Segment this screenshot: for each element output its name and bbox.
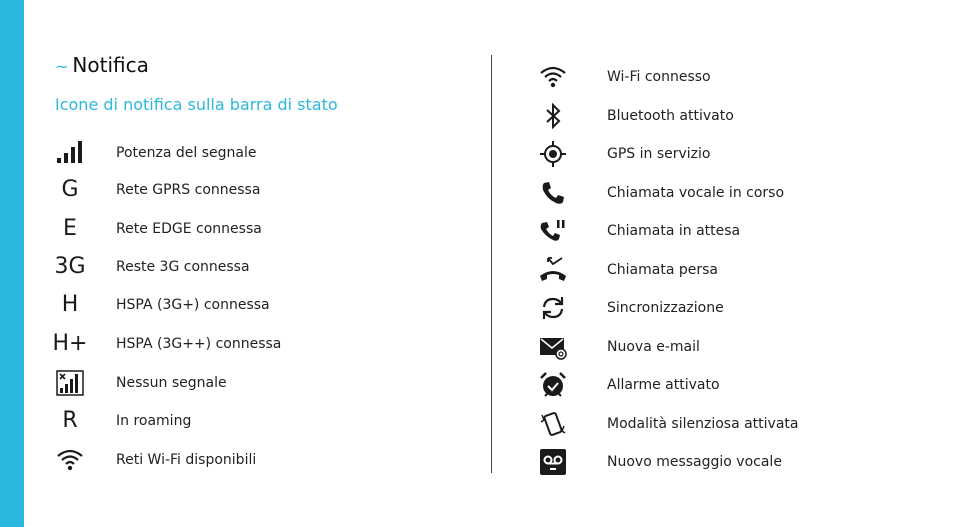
section-header	[55, 53, 149, 77]
call-icon	[538, 178, 568, 208]
item-label: Modalità silenziosa attivata	[607, 416, 799, 432]
column-divider	[491, 55, 492, 473]
item-label: GPS in servizio	[607, 146, 711, 162]
item-label: Chiamata vocale in corso	[607, 185, 785, 201]
item-label: Chiamata in attesa	[607, 223, 741, 239]
voicemail-icon	[538, 447, 568, 477]
sync-icon	[538, 293, 568, 323]
bluetooth-icon	[538, 101, 568, 131]
item-label: In roaming	[116, 413, 192, 429]
no-signal-icon	[55, 368, 85, 398]
gprs-icon: G	[61, 177, 79, 202]
subtitle: Icone di notifica sulla barra di stato	[55, 95, 338, 114]
edge-icon: E	[63, 216, 77, 241]
item-label: Potenza del segnale	[116, 145, 257, 161]
item-label: Rete GPRS connessa	[116, 182, 261, 198]
item-label: Wi-Fi connesso	[607, 69, 711, 85]
item-label: HSPA (3G+) connessa	[116, 297, 270, 313]
hspa-plus-icon: H+	[52, 331, 88, 356]
alarm-icon	[538, 370, 568, 400]
missed-call-icon	[538, 255, 568, 285]
item-label: Bluetooth attivato	[607, 108, 734, 124]
item-label: Nessun segnale	[116, 375, 227, 391]
tilde-mark: ~	[55, 57, 69, 76]
item-label: Reti Wi-Fi disponibili	[116, 452, 257, 468]
item-label: Allarme attivato	[607, 377, 720, 393]
item-label: Nuova e-mail	[607, 339, 700, 355]
call-hold-icon	[538, 216, 568, 246]
signal-strength-icon	[55, 138, 85, 168]
item-label: HSPA (3G++) connessa	[116, 336, 282, 352]
3g-icon: 3G	[54, 254, 86, 279]
wifi-available-icon	[55, 445, 85, 475]
wifi-connected-icon	[538, 62, 568, 92]
email-icon	[538, 332, 568, 362]
hspa-icon: H	[61, 292, 79, 317]
vibrate-icon	[538, 409, 568, 439]
roaming-icon: R	[62, 408, 78, 433]
item-label: Chiamata persa	[607, 262, 718, 278]
item-label: Sincronizzazione	[607, 300, 724, 316]
accent-side-bar	[0, 0, 24, 527]
item-label: Reste 3G connessa	[116, 259, 250, 275]
item-label: Nuovo messaggio vocale	[607, 454, 782, 470]
gps-icon	[538, 139, 568, 169]
section-title: Notifica	[72, 53, 149, 77]
item-label: Rete EDGE connessa	[116, 221, 262, 237]
